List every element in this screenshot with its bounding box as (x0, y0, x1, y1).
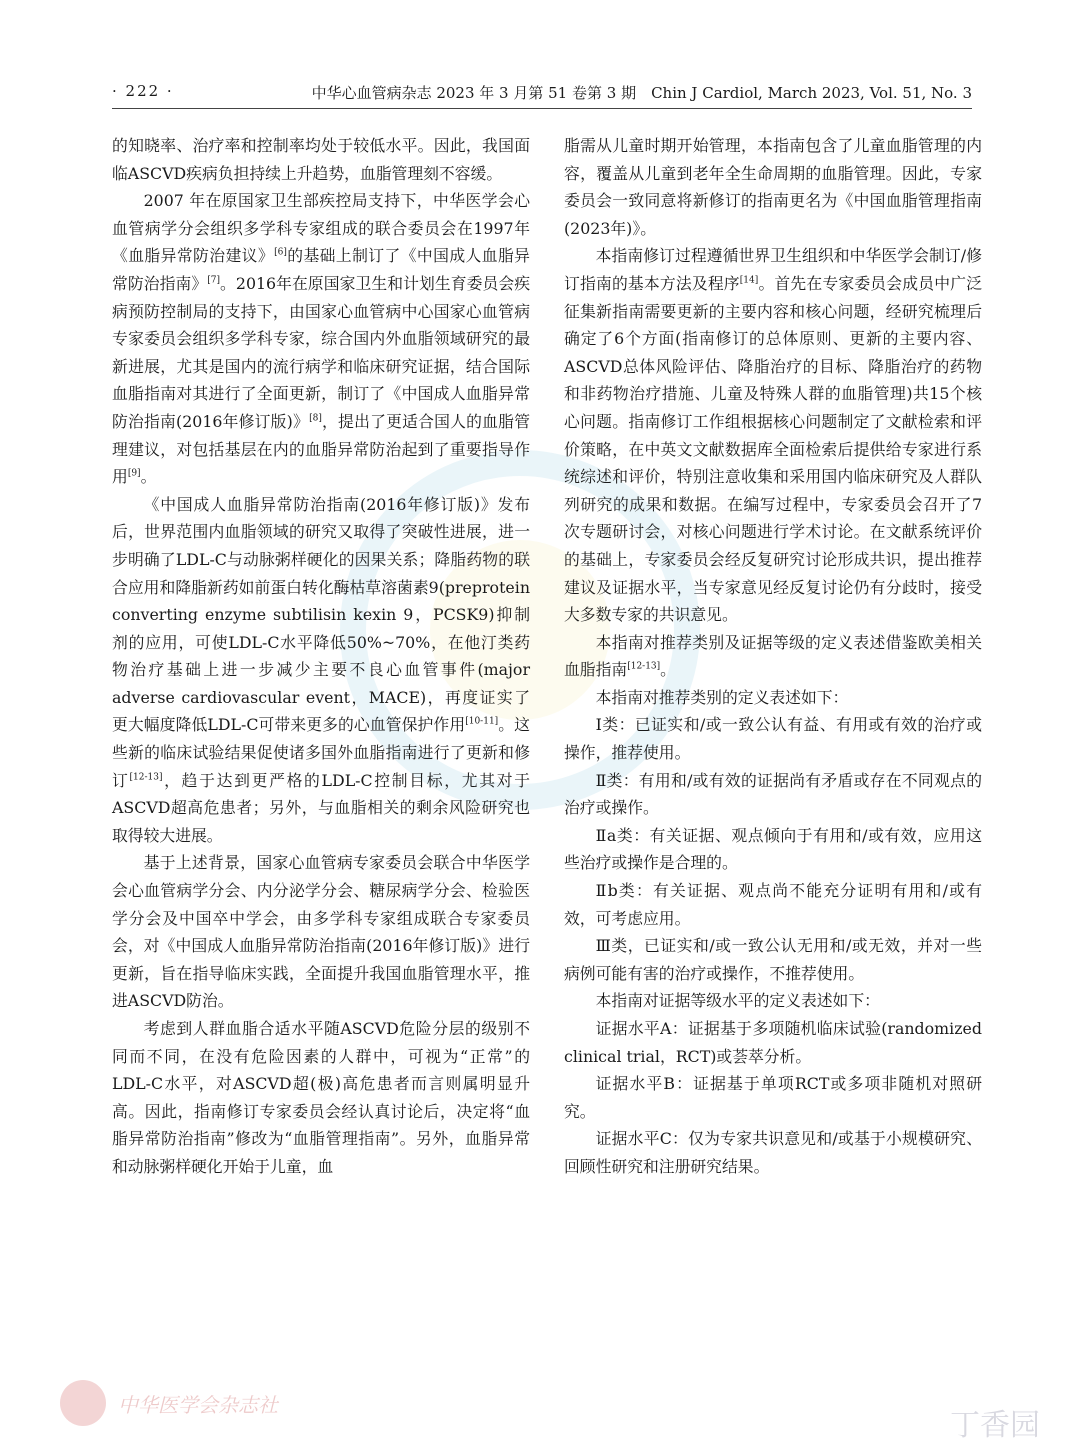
citation-ref: [12-13] (627, 662, 661, 673)
paragraph: 脂需从儿童时期开始管理，本指南包含了儿童血脂管理的内容，覆盖从儿童到老年全生命周期的血脂管理。因此，专家委员会一致同意将新修订的指南更名为《中国血脂管理指南(2023年)》。 (564, 136, 982, 238)
page-number: · 222 · (112, 82, 174, 100)
publisher-name: 中华医学会杂志社 (118, 1392, 278, 1417)
paragraph: 《中国成人血脂异常防治指南(2016年修订版)》发布后，世界范围内血脂领域的研究又取得了突破性进展，进一步明确了LDL-C与动脉粥样硬化的因果关系；降脂药物的联合应用和降脂新药如前蛋白转化酶枯草溶菌素9(preprotein converting enzyme subtilisin kexin 9，PCSK9)抑制剂的应用，可使LDL-C水平降低50%~70%，在他汀类药物治疗基础上进一步减少主要不良心血管事件(major adverse cardiovascular event，MACE)，再度证实了更大幅度降低LDL-C可带来更多的心血管保护作用[10-11]。这些新的临床试验结果促使诸多国外血脂指南进行了更新和修订[12-13]，趋于达到更严格的LDL-C控制目标，尤其对于ASCVD超高危患者；另外，与血脂相关的剩余风险研究也取得较大进展。 (112, 494, 530, 845)
right-column (564, 132, 982, 1181)
paragraph: 考虑到人群血脂合适水平随ASCVD危险分层的级别不同而不同，在没有危险因素的人群中，可视为“正常”的LDL-C水平，对ASCVD超(极)高危患者而言则属明显升高。因此，指南修订专家委员会经认真讨论后，决定将“血脂异常防治指南”修改为“血脂管理指南”。另外，血脂异常和动脉粥样硬化开始于儿童，血 (112, 1019, 530, 1176)
citation-ref: [8] (309, 413, 322, 424)
publisher-logo-watermark (60, 1378, 480, 1428)
paragraph: 证据水平A：证据基于多项随机临床试验(randomized clinical trial，RCT)或荟萃分析。 (564, 1019, 982, 1066)
paragraph: 的知晓率、治疗率和控制率均处于较低水平。因此，我国面临ASCVD疾病负担持续上升趋势，血脂管理刻不容缓。 (112, 136, 530, 183)
journal-citation: 中华心血管病杂志 2023 年 3 月第 51 卷第 3 期 Chin J Cardiol, March 2023, Vol. 51, No. 3 (311, 84, 972, 102)
citation-ref: [10-11] (465, 717, 499, 728)
citation-ref: [12-13] (129, 772, 163, 783)
running-header (112, 82, 972, 109)
paragraph: Ⅰ类：已证实和/或一致公认有益、有用或有效的治疗或操作，推荐使用。 (564, 715, 982, 763)
paragraph: 本指南修订过程遵循世界卫生组织和中华医学会制订/修订指南的基本方法及程序[14]。首先在专家委员会成员中广泛征集新指南需要更新的主要内容和核心问题，经研究梳理后确定了6个方面(指南修订的总体原则、更新的主要内容、ASCVD总体风险评估、降脂治疗的目标、降脂治疗的药物和非药物治疗措施、儿童及特殊人群的血脂管理)共15个核心问题。指南修订工作组根据核心问题制定了文献检索和评价策略，在中英文文献数据库全面检索后提供给专家进行系统综述和评价，特别注意收集和采用国内临床研究及人群队列研究的成果和数据。在编写过程中，专家委员会召开了7次专题研讨会，对核心问题进行学术讨论。在文献系统评价的基础上，专家委员会经反复研究讨论形成共识，提出推荐建议及证据水平，当专家意见经反复讨论仍有分歧时，接受大多数专家的共识意见。 (564, 246, 982, 625)
paragraph: 2007 年在原国家卫生部疾控局支持下，中华医学会心血管病学分会组织多学科专家组成的联合委员会在1997年《血脂异常防治建议》[6]的基础上制订了《中国成人血脂异常防治指南》[7]。2016年在原国家卫生和计划生育委员会疾病预防控制局的支持下，由国家心血管病中心国家心血管病专家委员会组织多学科专家，综合国内外血脂领域研究的最新进展，尤其是国内的流行病学和临床研究证据，结合国际血脂指南对其进行了全面更新，制订了《中国成人血脂异常防治指南(2016年修订版)》[8]，提出了更适合国人的血脂管理建议，对包括基层在内的血脂异常防治起到了重要指导作用[9]。 (112, 191, 530, 487)
citation-ref: [14] (739, 275, 759, 286)
paragraph: 本指南对推荐类别的定义表述如下： (595, 687, 849, 707)
paragraph: Ⅱ类：有用和/或有效的证据尚有矛盾或存在不同观点的治疗或操作。 (564, 770, 982, 818)
paragraph: Ⅲ类，已证实和/或一致公认无用和/或无效，并对一些病例可能有害的治疗或操作，不推荐使用。 (564, 936, 982, 983)
citation-ref: [6] (274, 248, 287, 259)
paragraph: 本指南对推荐类别及证据等级的定义表述借鉴欧美相关血脂指南[12-13]。 (564, 632, 982, 680)
paragraph: Ⅱb类：有关证据、观点尚不能充分证明有用和/或有效，可考虑应用。 (564, 881, 982, 928)
dxy-watermark: 丁香园 (950, 1408, 1040, 1443)
left-column (112, 132, 530, 1181)
paragraph: 证据水平B：证据基于单项RCT或多项非随机对照研究。 (564, 1074, 982, 1121)
paragraph: 证据水平C：仅为专家共识意见和/或基于小规模研究、回顾性研究和注册研究结果。 (564, 1129, 982, 1176)
paragraph: 基于上述背景，国家心血管病专家委员会联合中华医学会心血管病学分会、内分泌学分会、糖尿病学分会、检验医学分会及中国卒中学会，由多学科专家组成联合专家委员会，对《中国成人血脂异常防治指南(2016年修订版)》进行更新，旨在指导临床实践，全面提升我国血脂管理水平，推进ASCVD防治。 (112, 853, 530, 1011)
citation-ref: [9] (127, 468, 141, 479)
paragraph: Ⅱa类：有关证据、观点倾向于有用和/或有效，应用这些治疗或操作是合理的。 (564, 825, 982, 873)
paragraph: 本指南对证据等级水平的定义表述如下： (595, 991, 880, 1011)
publisher-seal-icon (60, 1380, 106, 1426)
citation-ref: [7] (207, 275, 220, 286)
